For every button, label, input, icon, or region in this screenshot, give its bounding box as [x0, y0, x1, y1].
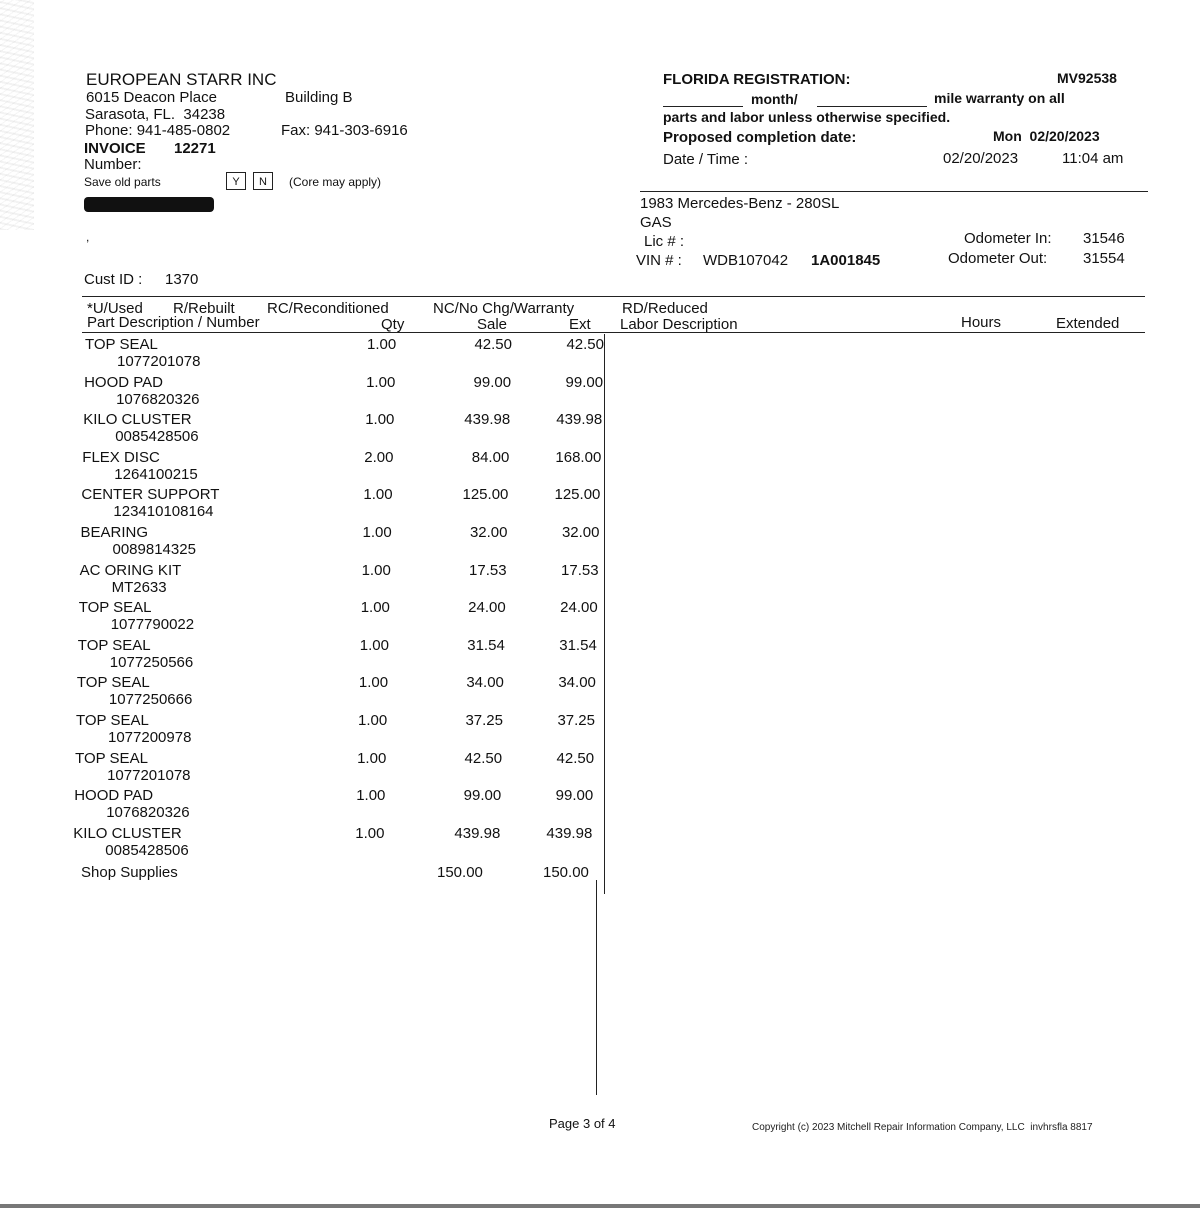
part-number: 1077201078 — [117, 353, 201, 370]
table-top-line — [82, 296, 1145, 297]
part-description: TOP SEAL — [76, 674, 150, 692]
warranty-line2: parts and labor unless otherwise specified. — [663, 109, 951, 125]
company-address: 6015 Deacon Place — [86, 89, 217, 106]
part-number: 1076820326 — [106, 804, 190, 822]
legend-reconditioned: RC/Reconditioned — [267, 300, 389, 317]
part-description: TOP SEAL — [77, 636, 151, 654]
part-description: FLEX DISC — [82, 448, 160, 466]
part-sale: 99.00 — [473, 373, 512, 391]
proposed-date-label: Proposed completion date: — [663, 129, 857, 146]
company-building: Building B — [285, 89, 353, 106]
time-value: 11:04 am — [1062, 150, 1124, 167]
part-ext: 99.00 — [565, 373, 604, 391]
cust-id-label: Cust ID : — [84, 271, 143, 288]
table-header-line — [82, 332, 1145, 333]
part-qty: 1.00 — [358, 674, 389, 692]
part-description: TOP SEAL — [85, 336, 158, 353]
shop-supplies-sale: 150.00 — [437, 864, 483, 881]
part-sale: 99.00 — [463, 787, 502, 805]
part-qty: 1.00 — [356, 787, 386, 805]
save-parts-no-checkbox[interactable]: N — [253, 172, 273, 190]
col-labor-description: Labor Description — [620, 316, 738, 333]
odometer-out-label: Odometer Out: — [948, 250, 1048, 267]
part-number: 1076820326 — [116, 390, 200, 408]
company-phone: Phone: 941-485-0802 — [85, 122, 231, 139]
part-sale: 34.00 — [466, 674, 504, 692]
part-description: CENTER SUPPORT — [81, 486, 220, 504]
shop-supplies-ext: 150.00 — [543, 864, 589, 881]
part-sale: 84.00 — [471, 448, 510, 466]
part-qty: 1.00 — [355, 824, 385, 842]
part-sale: 24.00 — [468, 599, 506, 617]
part-ext: 42.50 — [556, 749, 595, 767]
save-parts-yes-checkbox[interactable]: Y — [226, 172, 246, 190]
part-sale: 37.25 — [465, 712, 503, 729]
col-part-description: Part Description / Number — [87, 314, 260, 331]
part-number: 1264100215 — [114, 465, 198, 483]
col-ext: Ext — [569, 316, 591, 333]
save-old-parts-label: Save old parts — [84, 175, 161, 189]
part-number: MT2633 — [111, 578, 167, 596]
part-number: 0085428506 — [115, 428, 199, 446]
shop-supplies-label: Shop Supplies — [81, 864, 178, 881]
lic-label: Lic # : — [644, 233, 685, 250]
proposed-date-value: Mon 02/20/2023 — [993, 128, 1100, 144]
part-qty: 1.00 — [367, 336, 397, 353]
part-ext: 42.50 — [566, 336, 604, 353]
parts-labor-divider-lower — [596, 880, 597, 1095]
invoice-number-label: Number: — [84, 156, 142, 173]
part-qty: 1.00 — [362, 524, 392, 541]
part-description: KILO CLUSTER — [73, 824, 182, 842]
part-description: AC ORING KIT — [79, 561, 182, 579]
legend-rebuilt: R/Rebuilt — [173, 300, 235, 317]
part-ext: 34.00 — [558, 674, 596, 692]
part-description: HOOD PAD — [74, 787, 154, 805]
vin-suffix: 1A001845 — [811, 252, 881, 269]
part-number: 0089814325 — [112, 541, 196, 558]
scan-noise — [0, 0, 34, 230]
part-description: TOP SEAL — [76, 712, 149, 729]
company-name: EUROPEAN STARR INC — [86, 70, 277, 89]
vehicle-fuel: GAS — [640, 214, 672, 231]
invoice-label: INVOICE — [84, 140, 146, 157]
part-qty: 1.00 — [366, 373, 396, 391]
part-description: HOOD PAD — [84, 373, 163, 391]
part-number: 1077201078 — [107, 766, 191, 784]
vehicle-model: 1983 Mercedes-Benz - 280SL — [640, 195, 840, 212]
odometer-in-label: Odometer In: — [964, 230, 1052, 247]
part-sale: 32.00 — [469, 524, 508, 541]
part-sale: 17.53 — [469, 561, 507, 579]
part-number: 1077250566 — [109, 653, 194, 671]
legend-no-charge: NC/No Chg/Warranty — [433, 300, 575, 317]
part-ext: 32.00 — [561, 524, 600, 541]
part-ext: 37.25 — [557, 712, 595, 729]
company-city: Sarasota, FL. 34238 — [85, 106, 226, 123]
part-ext: 17.53 — [561, 561, 599, 579]
part-sale: 42.50 — [464, 749, 503, 767]
part-sale: 31.54 — [467, 636, 505, 654]
vin-label: VIN # : — [636, 252, 682, 269]
part-qty: 1.00 — [360, 599, 390, 617]
warranty-mile-label: mile warranty on all — [934, 90, 1065, 106]
registration-number: MV92538 — [1057, 70, 1117, 86]
registration-label: FLORIDA REGISTRATION: — [663, 71, 851, 88]
part-qty: 1.00 — [357, 749, 387, 767]
col-qty: Qty — [381, 316, 405, 333]
part-description: BEARING — [80, 524, 149, 541]
part-ext: 31.54 — [559, 636, 597, 654]
col-extended: Extended — [1056, 315, 1120, 332]
page-number: Page 3 of 4 — [549, 1116, 616, 1131]
part-number: 123410108164 — [113, 503, 214, 521]
legend-used: *U/Used — [87, 300, 143, 317]
col-hours: Hours — [961, 314, 1002, 331]
redacted-customer-name — [84, 197, 214, 212]
parts-labor-divider — [604, 334, 605, 894]
part-sale: 42.50 — [474, 336, 512, 353]
part-qty: 1.00 — [365, 411, 395, 429]
customer-comma: , — [86, 230, 90, 244]
part-number: 0085428506 — [105, 841, 189, 859]
datetime-label: Date / Time : — [663, 151, 749, 168]
company-fax: Fax: 941-303-6916 — [281, 122, 408, 139]
scan-bottom-edge — [0, 1204, 1200, 1208]
part-description: KILO CLUSTER — [83, 411, 192, 429]
part-ext: 24.00 — [560, 599, 598, 617]
cust-id-value: 1370 — [165, 271, 199, 288]
copyright-notice: Copyright (c) 2023 Mitchell Repair Information Company, LLC invhrsfla 8817 — [752, 1122, 1093, 1133]
part-qty: 1.00 — [359, 636, 389, 654]
part-ext: 168.00 — [555, 448, 602, 466]
part-sale: 439.98 — [464, 411, 511, 429]
part-ext: 439.98 — [556, 411, 603, 429]
part-number: 1077200978 — [108, 729, 192, 746]
invoice-number: 12271 — [174, 140, 216, 157]
part-qty: 2.00 — [364, 448, 394, 466]
part-sale: 439.98 — [454, 824, 501, 842]
part-qty: 1.00 — [363, 486, 393, 504]
legend-reduced: RD/Reduced — [622, 300, 708, 317]
core-note: (Core may apply) — [289, 175, 382, 189]
vin-prefix: WDB107042 — [703, 252, 789, 269]
odometer-in-value: 31546 — [1083, 230, 1125, 247]
warranty-mile-blank — [817, 106, 927, 107]
part-number: 1077250666 — [108, 691, 193, 709]
odometer-out-value: 31554 — [1083, 250, 1125, 267]
warranty-month-label: month/ — [751, 91, 798, 107]
warranty-month-blank — [663, 106, 743, 107]
header-divider — [640, 191, 1148, 192]
part-sale: 125.00 — [462, 486, 509, 504]
part-ext: 439.98 — [546, 824, 593, 842]
date-value: 02/20/2023 — [943, 150, 1019, 167]
part-ext: 99.00 — [555, 787, 594, 805]
part-ext: 125.00 — [554, 486, 601, 504]
part-description: TOP SEAL — [75, 749, 148, 767]
part-description: TOP SEAL — [78, 599, 152, 617]
part-qty: 1.00 — [358, 712, 388, 729]
col-sale: Sale — [477, 316, 508, 333]
part-qty: 1.00 — [361, 561, 391, 579]
part-number: 1077790022 — [110, 616, 195, 634]
